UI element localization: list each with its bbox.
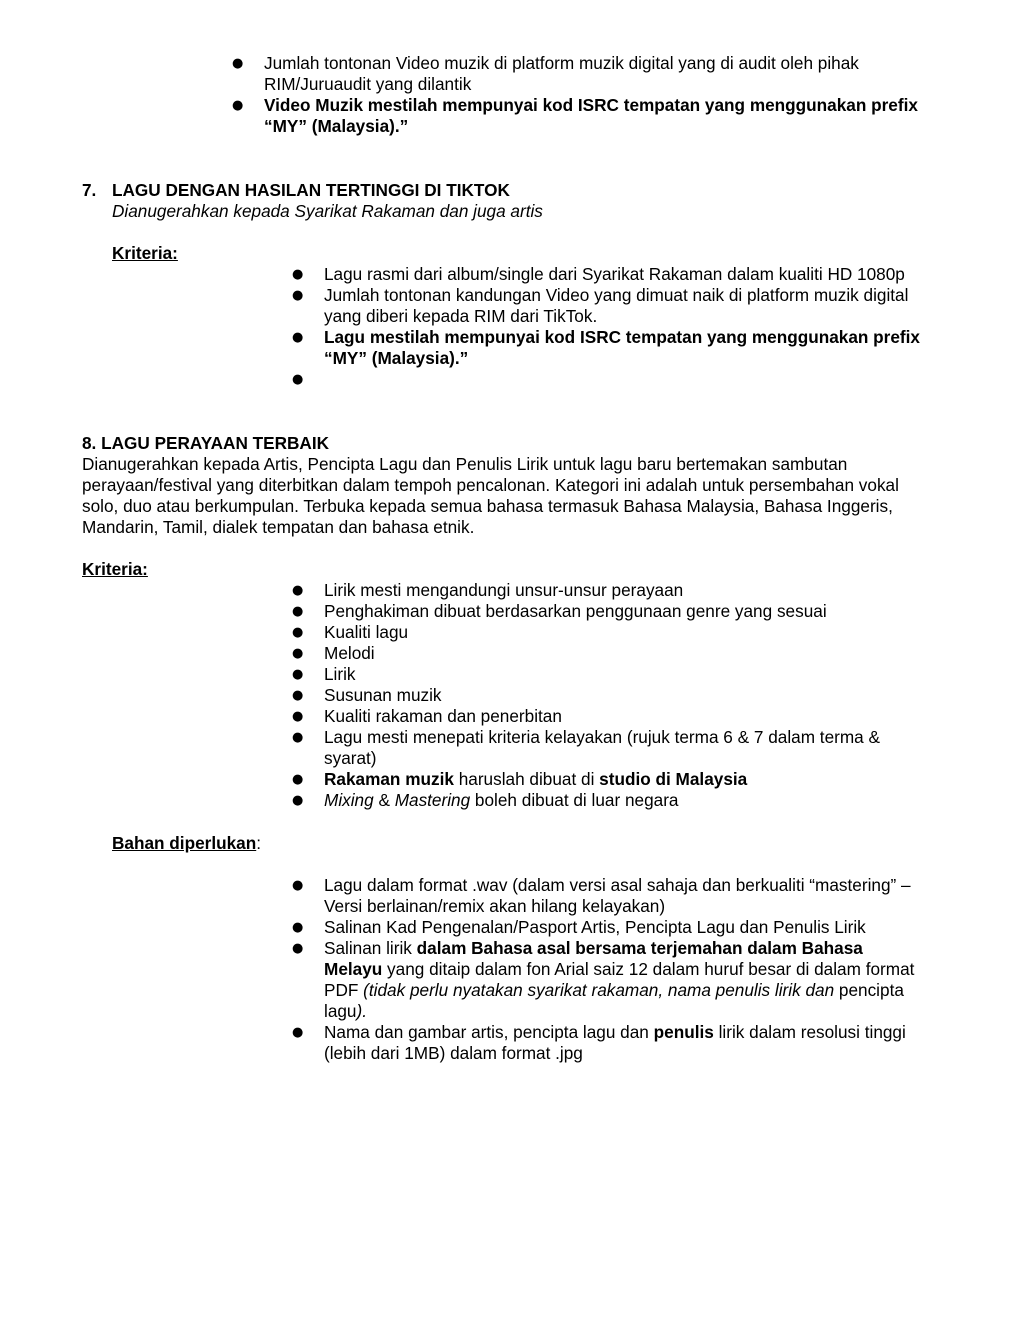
- list-item-bold: dalam Bahasa asal bersama terjemahan dalam Bahasa Melayu: [324, 938, 863, 979]
- list-item: [292, 643, 922, 664]
- list-item-italic: (tidak perlu nyatakan syarikat rakaman, nama penulis lirik dan: [363, 980, 835, 1000]
- list-item: [292, 327, 922, 369]
- list-item-italic: ).: [356, 1001, 367, 1021]
- list-item-text: Penghakiman dibuat berdasarkan penggunaan genre yang sesuai: [324, 601, 827, 621]
- list-item-text: &: [373, 790, 395, 810]
- list-item: [292, 580, 922, 601]
- list-item: [292, 875, 922, 917]
- list-item-text: Jumlah tontonan kandungan Video yang dimuat naik di platform muzik digital yang diberi kepada RIM dari TikTok.: [324, 285, 909, 326]
- materials-label-text: Bahan diperlukan: [112, 833, 257, 853]
- list-item: [292, 664, 922, 685]
- section-7-title: LAGU DENGAN HASILAN TERTINGGI DI TIKTOK: [112, 180, 510, 200]
- section-8-description: Dianugerahkan kepada Artis, Pencipta Lagu dan Penulis Lirik untuk lagu baru bertemakan sambutan perayaan/festival yang diterbitkan dalam tempoh pencalonan. Kategori ini adalah untuk persembahan vokal solo, duo atau berkumpulan. Terbuka kepada semua bahasa termasuk Bahasa Malaysia, Bahasa Inggeris, Mandarin, Tamil, dialek tempatan dan bahasa etnik.: [82, 454, 899, 537]
- list-item: [292, 917, 922, 938]
- section-8-title: 8. LAGU PERAYAAN TERBAIK: [82, 433, 330, 453]
- list-item-text: haruslah dibuat di: [453, 769, 600, 789]
- list-item-text: Lagu mesti menepati kriteria kelayakan (rujuk terma 6 & 7 dalam terma & syarat): [324, 727, 880, 768]
- section-8-materials-label: [112, 833, 261, 854]
- list-item: [292, 369, 922, 390]
- list-item-bold: studio di Malaysia: [599, 769, 748, 789]
- list-item-bold: penulis: [653, 1022, 714, 1042]
- list-item-text: Lagu dalam format .wav (dalam versi asal sahaja dan berkualiti “mastering” – Versi berlainan/remix akan hilang kelayakan): [324, 875, 911, 916]
- section-8-criteria-label: Kriteria:: [82, 559, 148, 579]
- list-item-text: Kualiti lagu: [324, 622, 409, 642]
- section-7-criteria-list: [292, 264, 922, 390]
- list-item: [292, 285, 922, 327]
- list-item: [292, 706, 922, 727]
- section-8-criteria-list: [292, 580, 922, 811]
- list-item-text: Salinan lirik: [324, 938, 417, 958]
- list-item-text: boleh dibuat di luar negara: [470, 790, 679, 810]
- list-item-text: pencipta lagu: [324, 980, 904, 1021]
- list-item-text: Jumlah tontonan Video muzik di platform muzik digital yang di audit oleh pihak RIM/Juruaudit yang dilantik: [264, 53, 859, 94]
- list-item-italic: Mixing: [324, 790, 374, 810]
- section-7-subtitle: Dianugerahkan kepada Syarikat Rakaman dan juga artis: [112, 201, 543, 221]
- list-item: [292, 264, 922, 285]
- top-bullet-list: [232, 53, 922, 137]
- list-item-text: Susunan muzik: [324, 685, 442, 705]
- section-8-materials-list: [292, 875, 922, 1064]
- list-item-text: Lirik mesti mengandungi unsur-unsur perayaan: [324, 580, 684, 600]
- list-item-italic: Mastering: [394, 790, 471, 810]
- list-item-text: Lirik: [324, 664, 356, 684]
- list-item: [292, 769, 922, 790]
- list-item-text: Video Muzik mestilah mempunyai kod ISRC tempatan yang menggunakan prefix “MY” (Malaysia).”: [264, 95, 918, 136]
- list-item: [232, 95, 922, 137]
- list-item: [292, 790, 922, 811]
- section-7-heading: [82, 180, 96, 201]
- list-item-text: Kualiti rakaman dan penerbitan: [324, 706, 562, 726]
- list-item: [292, 622, 922, 643]
- list-item-text: Melodi: [324, 643, 375, 663]
- list-item-text: Lagu mestilah mempunyai kod ISRC tempatan yang menggunakan prefix “MY” (Malaysia).”: [324, 327, 920, 368]
- list-item-text: lirik dalam resolusi tinggi (lebih dari 1MB) dalam format .jpg: [324, 1022, 906, 1063]
- list-item-text: Lagu rasmi dari album/single dari Syarikat Rakaman dalam kualiti HD 1080p: [324, 264, 905, 284]
- list-item: [292, 1022, 922, 1064]
- list-item-text: Nama dan gambar artis, pencipta lagu dan: [324, 1022, 654, 1042]
- section-7-number: 7.: [82, 180, 97, 200]
- list-item: [292, 938, 922, 1022]
- list-item-text: yang ditaip dalam fon Arial saiz 12 dalam huruf besar di dalam format PDF: [324, 959, 915, 1000]
- list-item-bold: Rakaman muzik: [324, 769, 454, 789]
- list-item: [292, 685, 922, 706]
- list-item-text: Salinan Kad Pengenalan/Pasport Artis, Pencipta Lagu dan Penulis Lirik: [324, 917, 866, 937]
- section-7-criteria-label: Kriteria:: [112, 243, 178, 263]
- materials-label-colon: :: [256, 833, 261, 853]
- list-item: [232, 53, 922, 95]
- list-item: [292, 727, 922, 769]
- list-item: [292, 601, 922, 622]
